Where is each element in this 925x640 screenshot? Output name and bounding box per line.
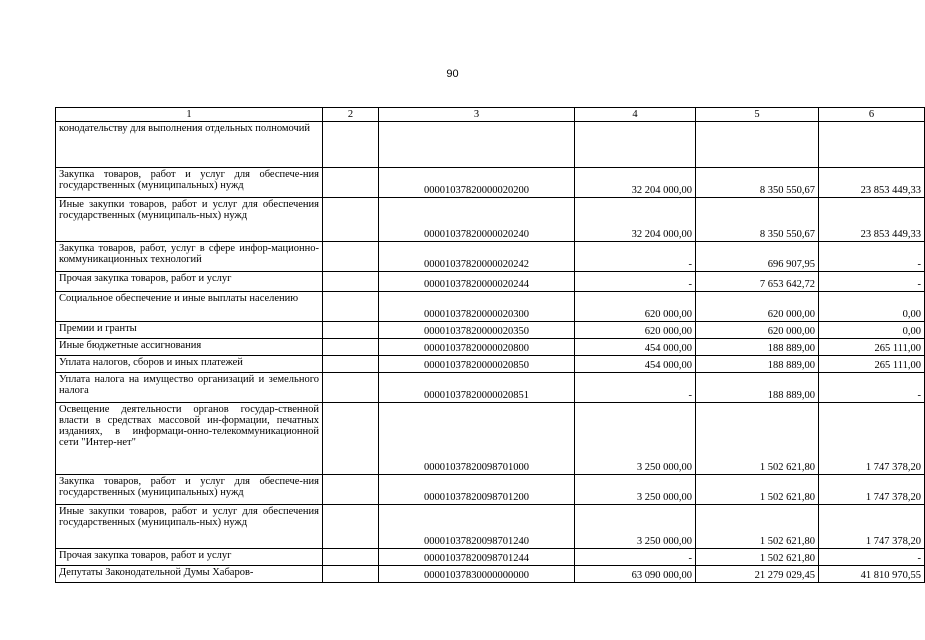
row-name: Иные бюджетные ассигнования [56,339,323,356]
row-name: Премии и гранты [56,322,323,339]
column-header: 3 [379,108,575,122]
row-code: 00001037830000000000 [379,566,575,583]
row-executed: 1 502 621,80 [696,403,819,475]
column-header: 1 [56,108,323,122]
row-executed: 8 350 550,67 [696,168,819,198]
row-planned: 454 000,00 [575,339,696,356]
row-code: 00001037820098701000 [379,403,575,475]
row-executed: 620 000,00 [696,322,819,339]
row-code: 00001037820000020200 [379,168,575,198]
row-remaining: 0,00 [819,292,925,322]
row-remaining: 1 747 378,20 [819,505,925,549]
row-remaining: - [819,242,925,272]
table-row [56,242,925,272]
row-executed: 1 502 621,80 [696,475,819,505]
row-name: Депутаты Законодательной Думы Хабаров- [56,566,323,583]
row-planned: 63 090 000,00 [575,566,696,583]
table-row [56,198,925,242]
table-row [56,505,925,549]
row-name: Прочая закупка товаров, работ и услуг [56,272,323,292]
row-col2 [323,168,379,198]
row-executed: 696 907,95 [696,242,819,272]
row-col2 [323,549,379,566]
budget-table [55,107,925,583]
row-remaining: 1 747 378,20 [819,475,925,505]
row-col2 [323,272,379,292]
row-executed: 8 350 550,67 [696,198,819,242]
row-name: Освещение деятельности органов государ-ственной власти в средствах массовой ин-формации, печатных изданиях, в информаци-онно-телекоммуникационной сети "Интер-нет" [56,403,323,475]
row-planned: 32 204 000,00 [575,198,696,242]
table-row [56,122,925,168]
row-planned: - [575,272,696,292]
row-remaining: 23 853 449,33 [819,168,925,198]
row-executed [696,122,819,168]
row-executed: 188 889,00 [696,339,819,356]
row-planned: 620 000,00 [575,322,696,339]
table-row [56,566,925,583]
row-col2 [323,242,379,272]
row-planned: 32 204 000,00 [575,168,696,198]
row-executed: 188 889,00 [696,373,819,403]
table-row [56,322,925,339]
table-row [56,168,925,198]
row-col2 [323,322,379,339]
row-remaining: 23 853 449,33 [819,198,925,242]
row-code: 00001037820098701244 [379,549,575,566]
table-row [56,339,925,356]
row-executed: 1 502 621,80 [696,549,819,566]
table-row [56,549,925,566]
row-code: 00001037820000020851 [379,373,575,403]
table-row [56,373,925,403]
row-code: 00001037820000020242 [379,242,575,272]
row-col2 [323,505,379,549]
row-name: Уплата налога на имущество организаций и земельного налога [56,373,323,403]
column-header: 6 [819,108,925,122]
row-name: Уплата налогов, сборов и иных платежей [56,356,323,373]
row-col2 [323,373,379,403]
row-code: 00001037820000020300 [379,292,575,322]
row-remaining: 265 111,00 [819,339,925,356]
row-planned: - [575,242,696,272]
row-code: 00001037820000020244 [379,272,575,292]
row-col2 [323,292,379,322]
column-header: 5 [696,108,819,122]
row-planned: 3 250 000,00 [575,403,696,475]
row-name: конодательству для выполнения отдельных полномочий [56,122,323,168]
row-name: Иные закупки товаров, работ и услуг для обеспечения государственных (муниципаль-ных) нужд [56,198,323,242]
table-body [56,122,925,583]
row-remaining [819,122,925,168]
table-row [56,475,925,505]
row-code: 00001037820000020240 [379,198,575,242]
row-executed: 7 653 642,72 [696,272,819,292]
column-header: 2 [323,108,379,122]
row-executed: 188 889,00 [696,356,819,373]
row-remaining: - [819,272,925,292]
row-col2 [323,475,379,505]
row-planned: 3 250 000,00 [575,505,696,549]
row-code: 00001037820000020800 [379,339,575,356]
row-remaining: 41 810 970,55 [819,566,925,583]
row-col2 [323,566,379,583]
row-name: Иные закупки товаров, работ и услуг для обеспечения государственных (муниципаль-ных) нужд [56,505,323,549]
row-col2 [323,356,379,373]
row-executed: 620 000,00 [696,292,819,322]
row-code: 00001037820098701240 [379,505,575,549]
row-code: 00001037820098701200 [379,475,575,505]
row-remaining: - [819,549,925,566]
table-header-row [56,108,925,122]
row-planned: 454 000,00 [575,356,696,373]
row-code: 00001037820000020350 [379,322,575,339]
row-planned [575,122,696,168]
row-planned: 620 000,00 [575,292,696,322]
table-row [56,272,925,292]
row-name: Закупка товаров, работ и услуг для обеспече-ния государственных (муниципальных) нужд [56,168,323,198]
table-row [56,356,925,373]
table-row [56,403,925,475]
row-col2 [323,198,379,242]
row-executed: 21 279 029,45 [696,566,819,583]
row-col2 [323,122,379,168]
row-planned: 3 250 000,00 [575,475,696,505]
row-executed: 1 502 621,80 [696,505,819,549]
row-planned: - [575,373,696,403]
row-remaining: 1 747 378,20 [819,403,925,475]
row-code: 00001037820000020850 [379,356,575,373]
row-name: Прочая закупка товаров, работ и услуг [56,549,323,566]
row-remaining: - [819,373,925,403]
row-col2 [323,339,379,356]
row-remaining: 265 111,00 [819,356,925,373]
row-name: Закупка товаров, работ, услуг в сфере инфор-мационно-коммуникационных технологий [56,242,323,272]
row-remaining: 0,00 [819,322,925,339]
table-row [56,292,925,322]
row-name: Социальное обеспечение и иные выплаты населению [56,292,323,322]
row-planned: - [575,549,696,566]
row-col2 [323,403,379,475]
page-number: 90 [446,68,459,80]
row-code [379,122,575,168]
column-header: 4 [575,108,696,122]
row-name: Закупка товаров, работ и услуг для обеспече-ния государственных (муниципальных) нужд [56,475,323,505]
